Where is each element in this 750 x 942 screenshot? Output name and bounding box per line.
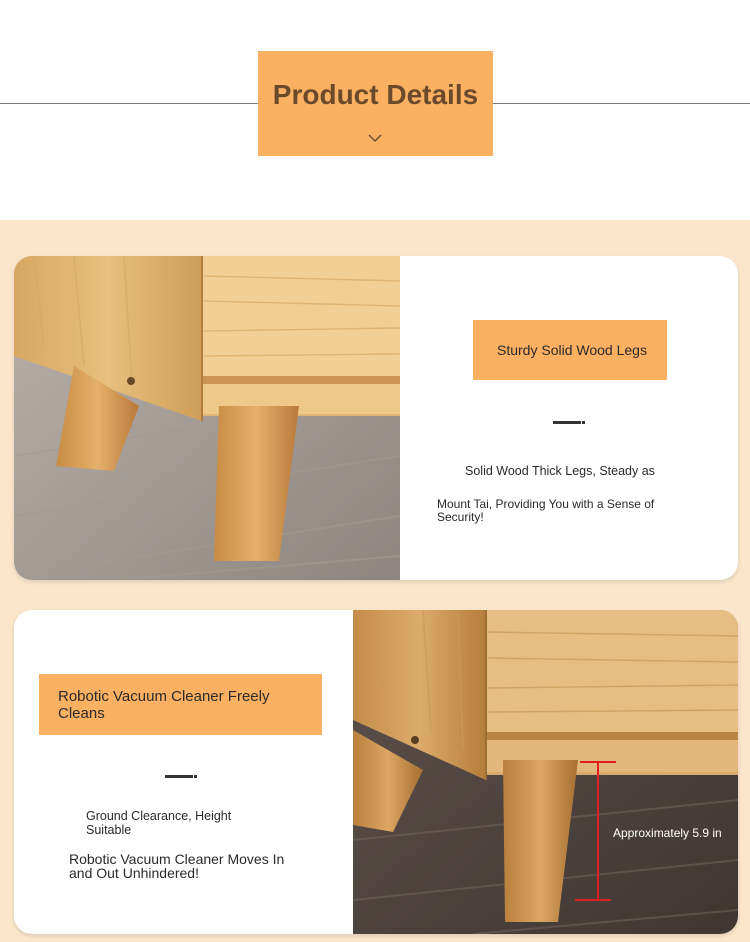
legs-title: Sturdy Solid Wood Legs: [497, 342, 647, 358]
vacuum-line-2: Robotic Vacuum Cleaner Moves In and Out Unhindered!: [69, 851, 285, 881]
legs-title-box: [473, 320, 667, 380]
legs-line-1: Solid Wood Thick Legs, Steady as: [465, 464, 655, 478]
feature-card-legs: [14, 256, 738, 580]
cabinet-clearance-photo: [353, 610, 738, 934]
legs-divider-dot: [582, 421, 585, 424]
vacuum-title-box: [39, 674, 322, 735]
chevron-down-icon: [368, 131, 382, 145]
feature-section: [0, 220, 750, 942]
vacuum-divider: [165, 775, 193, 778]
header: [0, 0, 750, 220]
vacuum-line-1: Ground Clearance, Height Suitable: [86, 809, 232, 837]
measurement-label: Approximately 5.9 in: [613, 826, 722, 840]
vacuum-divider-dot: [194, 775, 197, 778]
cabinet-legs-photo: [14, 256, 400, 580]
feature-card-vacuum: [14, 610, 738, 934]
page-title: Product Details: [272, 79, 479, 110]
legs-divider: [553, 421, 581, 424]
header-title-box: [258, 51, 493, 156]
vacuum-title: Robotic Vacuum Cleaner Freely Cleans: [58, 688, 270, 722]
legs-line-2: Mount Tai, Providing You with a Sense of Security!: [437, 497, 655, 524]
